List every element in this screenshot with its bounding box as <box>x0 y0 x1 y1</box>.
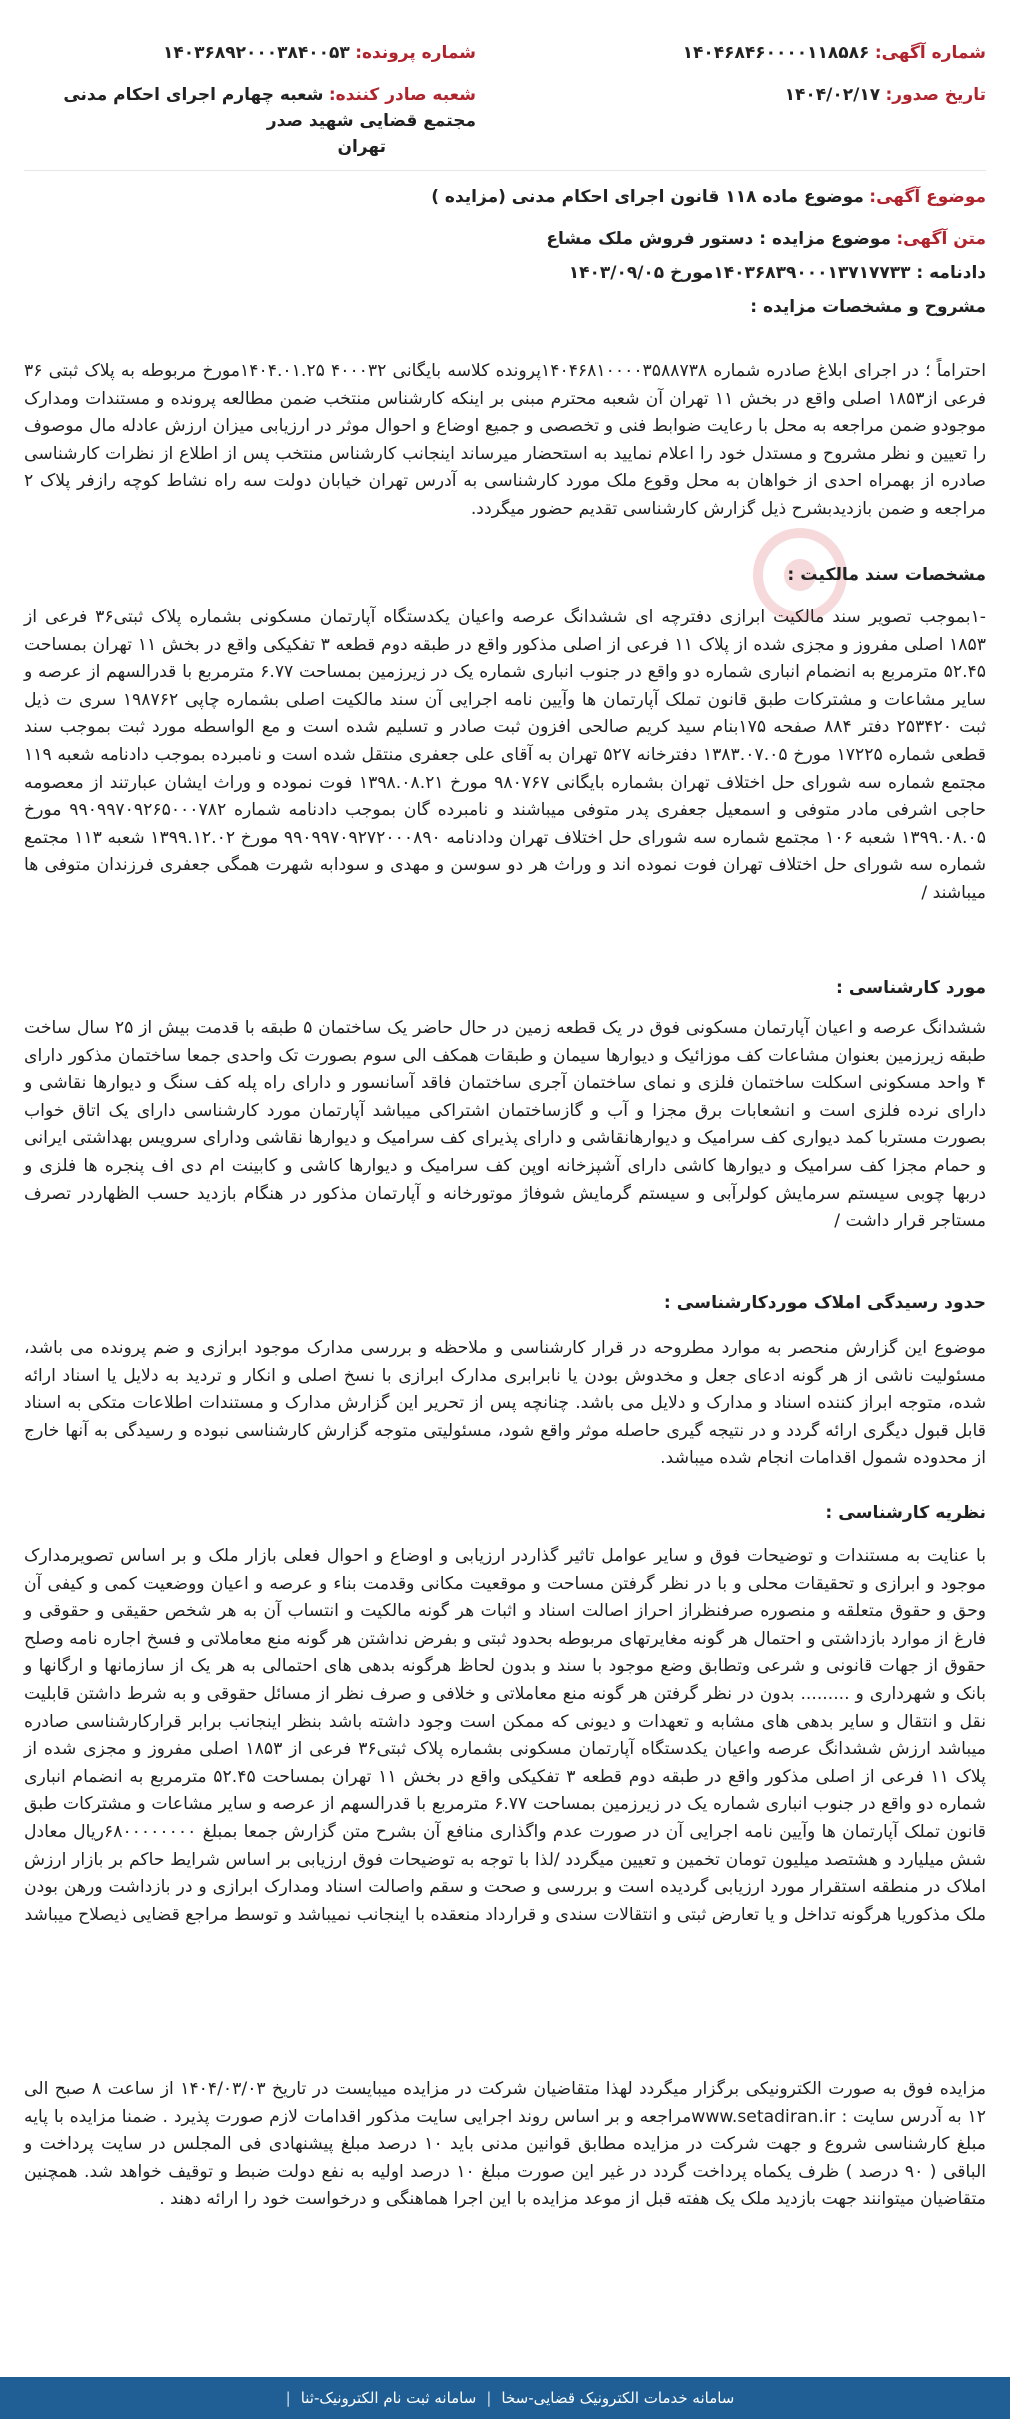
specs-title: مشروح و مشخصات مزایده : <box>750 297 986 317</box>
text-label: متن آگهی: <box>896 229 986 249</box>
ad-number <box>683 40 986 66</box>
opinion-paragraph: با عنایت به مستندات و توضیحات فوق و سایر عوامل تاثیر گذاردر ارزیابی و اوضاع و احوال فعلی بازار ملک و بر اساس تصویرمدارک موجود و ابرازی و تحقیقات محلی و با در نظر گرفتن مساحت و موقعیت مکانی وقدمت بناء و عرصه و اعیان ووضعیت کمی و کیفی آن وحق و حقوق متعلقه و منصوره صرفنظراز احراز اصالت اسناد و اثبات هر گونه مالکیت و انتساب آن به هر شخص حقیقی و حقوقی و فارغ از موارد بازداشتی و احتمال هر گونه مغایرتهای مربوطه بحدود ثبتی و بفرض نداشتن هر گونه منع معاملاتی و فسخ اجاره نامه وصلح حقوق از جهات قانونی و شرعی وتطابق وضع موجود با سند و بدون لحاظ هرگونه بدهی های احتمالی به هر یک از سازمانها و ارگانها و بانک و شهرداری و ......... بدون در نظر گرفتن هر گونه منع معاملاتی و خلافی و صرف نظر از مسائل حقوقی و به شرط داشتن قابلیت نقل و انتقال و سایر بدهی های مشابه و تعهدات و دیونی که ممکن است وجود داشته باشد بنظر اینجانب برابر قرارکارشناسی صادره میباشد ارزش ششدانگ عرصه واعیان یکدستگاه آپارتمان مسکونی بشماره پلاک ثبتی۳۶ فرعی از ۱۸۵۳ اصلی مفروز و مجزی شده از پلاک ۱۱ فرعی از اصلی مذکور واقع در طبقه دوم قطعه ۳ تفکیکی واقع در بخش ۱۱ تهران بمساحت ۵۲.۴۵ مترمربع به انضمام انباری شماره دو واقع در جنوب انباری شماره یک در زیرزمین بمساحت ۶.۷۷ مترمربع با قدرالسهم از عرصه و سایر مشاعات و مشترکات طبق قانون تملک آپارتمان ها وآیین نامه اجرایی آن در صورت عدم واگذاری منافع آن بشرح متن گزارش جمعا بمبلغ ۶۸۰۰۰۰۰۰۰۰ریال معادل شش میلیارد و هشتصد میلیون تومان تخمین و تعیین میگردد /لذا با توجه به توضیحات فوق ارزیابی بر اساس شرایط حاکم بر بازار ارزش املاک در منطقه استقرار مورد ارزیابی گردیده است و بررسی و صحت و سقم واصالت اسناد ومدارک ابرازی و در بازداشت ورهن بودن ملک مذکوریا هرگونه تداخل و یا تعارض ثبتی و انتقالات سندی و قرارداد منعقده با اینجانب نمیباشد و توسط مراجع قضایی ذیصلاح میباشد <box>24 1546 987 1925</box>
footer-link-sana[interactable]: سامانه ثبت نام الکترونیک-ثنا <box>300 2389 477 2407</box>
subject-line <box>24 183 986 211</box>
issue-date-label: تاریخ صدور: <box>885 85 986 105</box>
case-number-value: ۱۴۰۳۶۸۹۲۰۰۰۳۸۴۰۰۵۳ <box>163 43 350 63</box>
ad-number-value: ۱۴۰۴۶۸۴۶۰۰۰۰۱۱۸۵۸۶ <box>682 43 870 63</box>
notice-meta <box>24 183 986 321</box>
subject-paragraph: ششدانگ عرصه و اعیان آپارتمان مسکونی فوق در یک قطعه زمین در حال حاضر یک ساختمان ۵ طبقه با قدمت بیش از ۲۵ سال ساخت طبقه زیرزمین بعنوان مشاعات کف موزائیک و دیوارها سیمان و طبقات همکف الی سوم بصورت تک واحدی جمعا ساختمان مذکور دارای ۴ واحد مسکونی اسکلت ساختمان فلزی و نمای ساختمان آجری ساختمان فاقد آسانسور و دارای راه پله کف سنگ و دیوارها نقاشی و دارای نرده فلزی است و انشعابات برق مجزا و آب و گازساختمان اشتراکی میباشد آپارتمان مورد کارشناسی دارای یک اتاق خواب بصورت مستربا کمد دیواری کف سرامیک و دیوارهانقاشی و دارای پذیرای کف سرامیک و دیوارها نقاشی ودارای سرویس بهداشتی ایرانی و حمام مجزا کف سرامیک و دیوارها کاشی دارای آشپزخانه اوپن کف سرامیک و دیوارها کاشی و کابینت ام دی اف پنجره ها فلزی و دربها چوبی سیستم سرمایش کولرآبی و سیستم گرمایش شوفاژ موتورخانه و آپارتمان مذکور در هنگام بازدید حسب الظهاردر تصرف مستاجر قرار داشت / <box>24 1018 986 1232</box>
issuer-line1: شعبه چهارم اجرای احکام مدنی مجتمع قضایی شهید صدر <box>63 85 476 131</box>
subject-value: موضوع ماده ۱۱۸ قانون اجرای احکام مدنی (مزایده ) <box>431 187 864 207</box>
footer-divider-end: | <box>285 2389 291 2407</box>
footer-bar <box>0 2377 1010 2419</box>
intro-paragraph: احتراماً ؛ در اجرای ابلاغ صادره شماره ۱۴۰۴۶۸۱۰۰۰۰۳۵۸۸۷۳۸پرونده کلاسه بایگانی ۴۰۰۰۳۲ ۱۴۰۴.۰۱.۲۵مورخ مربوطه به پلاک ثبتی ۳۶ فرعی از۱۸۵۳ اصلی واقع در بخش ۱۱ تهران آن شعبه محترم مبنی بر اینکه کارشناس منتخب ضمن مطالعه پرونده و مستندات ومدارک موجودو ضمن مراجعه به محل با رعایت ضوابط فنی و تخصصی و جمیع اوضاع و احوال موثر در ارزیابی میزان ارزش عادله مال موصوف را تعیین و نظر مشروح و مستدل خود را اعلام نمایید به استحضار میرساند اینجانب کارشناس منتخب پس از اطلاع از نظرات کارشناسی صادره از بهمراه احدی از خواهان به محل وقوع ملک مورد کارشناسی به آدرس تهران خیابان دولت سه راه نشاط کوچه رازفر پلاک ۲ مراجعه و ضمن بازدیدبشرح ذیل گزارش کارشناسی تقدیم حضور میگردد. <box>24 361 987 519</box>
footer-link-sakha[interactable]: سامانه خدمات الکترونیک قضایی-سخا <box>501 2389 735 2407</box>
issuer-line2: تهران <box>337 137 386 157</box>
opinion-title: نظریه کارشناسی : <box>825 1503 986 1523</box>
subject-title: مورد کارشناسی : <box>836 978 986 998</box>
deed-title: مشخصات سند مالکیت : <box>787 565 986 585</box>
text-line <box>24 225 986 253</box>
subject-label: موضوع آگهی: <box>869 187 986 207</box>
auction-subject: موضوع مزایده : دستور فروش ملک مشاع <box>546 229 891 249</box>
limits-title: حدود رسیدگی املاک موردکارشناسی : <box>663 1293 986 1313</box>
issue-date-value: ۱۴۰۴/۰۲/۱۷ <box>784 85 881 105</box>
notice-header <box>24 30 986 160</box>
issuer <box>26 82 476 160</box>
footer-divider: | <box>486 2389 492 2407</box>
case-number-label: شماره پرونده: <box>355 43 476 63</box>
deed-paragraph: -۱بموجب تصویر سند مالکیت ابرازی دفترچه ای ششدانگ عرصه واعیان یکدستگاه آپارتمان مسکونی بشماره پلاک ثبتی۳۶ فرعی از ۱۸۵۳ اصلی مفروز و مجزی شده از پلاک ۱۱ فرعی از اصلی مذکور واقع در طبقه دوم قطعه ۳ تفکیکی واقع در بخش ۱۱ تهران بمساحت ۵۲.۴۵ مترمربع به انضمام انباری شماره دو واقع در جنوب انباری شماره یک در زیرزمین بمساحت ۶.۷۷ مترمربع با قدرالسهم از عرصه و سایر مشاعات و مشترکات طبق قانون تملک آپارتمان ها وآیین نامه اجرایی آن سند مالکیت اصلی بشماره چاپی ۱۹۸۷۶۲ سری ت ذیل ثبت ۲۵۳۴۲۰ دفتر ۸۸۴ صفحه ۱۷۵بنام سید کریم صالحی افزون ثبت صادر و تسلیم شده است و مع الواسطه مورد ثبت بموجب سند قطعی شماره ۱۷۲۲۵ مورخ ۱۳۸۳.۰۷.۰۵ دفترخانه ۵۲۷ تهران به آقای علی جعفری منتقل شده است و نامبرده بموجب دادنامه شعبه ۱۱۹ مجتمع شماره سه شورای حل اختلاف تهران بشماره بایگانی ۹۸۰۷۶۷ مورخ ۱۳۹۸.۰۸.۲۱ فوت نموده و وراث ایشان عبارتند از معصومه حاجی اشرفی مادر متوفی و اسمعیل جعفری پدر متوفی میباشند و نامبرده گان بموجب دادنامه شماره ۹۹۰۹۹۷۰۹۲۶۵۰۰۰۷۸۲ مورخ ۱۳۹۹.۰۸.۰۵ شعبه ۱۰۶ مجتمع شماره سه شورای حل اختلاف تهران ودادنامه ۹۹۰۹۹۷۰۹۲۷۲۰۰۰۸۹۰ مورخ ۱۳۹۹.۱۲.۰۲ شعبه ۱۱۳ مجتمع شماره سه شورای حل اختلاف تهران فوت نموده اند و وراث هر دو سوسن و مهدی و سودابه شهرت همگی جعفری فرزندان متوفی ها میباشند / <box>24 607 987 903</box>
header-divider <box>24 170 986 171</box>
decision-line: دادنامه : ۱۴۰۳۶۸۳۹۰۰۰۱۳۷۱۷۷۳۳مورخ ۱۴۰۳/۰۹/۰۵ <box>568 263 986 283</box>
issue-date <box>785 82 986 108</box>
case-number <box>163 40 476 66</box>
ad-number-label: شماره آگهی: <box>874 43 986 63</box>
closing-paragraph: مزایده فوق به صورت الکترونیکی برگزار میگردد لهذا متقاضیان شرکت در مزایده میبایست در تاریخ ۱۴۰۴/۰۳/۰۳ از ساعت ۸ صبح الی ۱۲ به آدرس سایت : www.setadiran.irمراجعه و بر اساس روند اجرایی سایت مذکور اقدامات لازم صورت پذیرد . ضمنا مزایده با پایه مبلغ کارشناسی شروع و جهت شرکت در مزایده مطابق قوانین مدنی باید ۱۰ درصد مبلغ پیشنهادی فی المجلس در سایت پرداخت و الباقی ( ۹۰ درصد ) ظرف یکماه پرداخت گردد در غیر این صورت مبلغ ۱۰ درصد اولیه به نفع دولت ضبط و توقیف خواهد شد. همچنین متقاضیان میتوانند جهت بازدید ملک یک هفته قبل از موعد مزایده با این اجرا هماهنگی و درخواست خود را ارائه دهند . <box>24 2079 987 2210</box>
issuer-label: شعبه صادر کننده: <box>328 85 476 105</box>
limits-paragraph: موضوع این گزارش منحصر به موارد مطروحه در قرار کارشناسی و ملاحظه و بررسی مدارک موجود ابرازی و ضم پرونده می باشد، مسئولیت ناشی از هر گونه ادعای جعل و مخدوش بودن یا نابرابری مدارک ابرازی با نسخ اصلی و انکار و تردید به دلایل یا اسناد ارائه شده، متوجه ابراز کننده اسناد و مدارک و دلایل می باشد. چنانچه پس از تحریر این گزارش مدارک و مستندات اطلاعات متکی به اسناد قابل قبول دیگری ارائه گردد و در نتیجه گیری حاصله موثر واقع شود، مسئولیتی متوجه گزارش کارشناسی نبوده و رسیدگی به آنها خارج از محدوده شمول اقدامات انجام شده میباشد. <box>24 1338 986 1469</box>
